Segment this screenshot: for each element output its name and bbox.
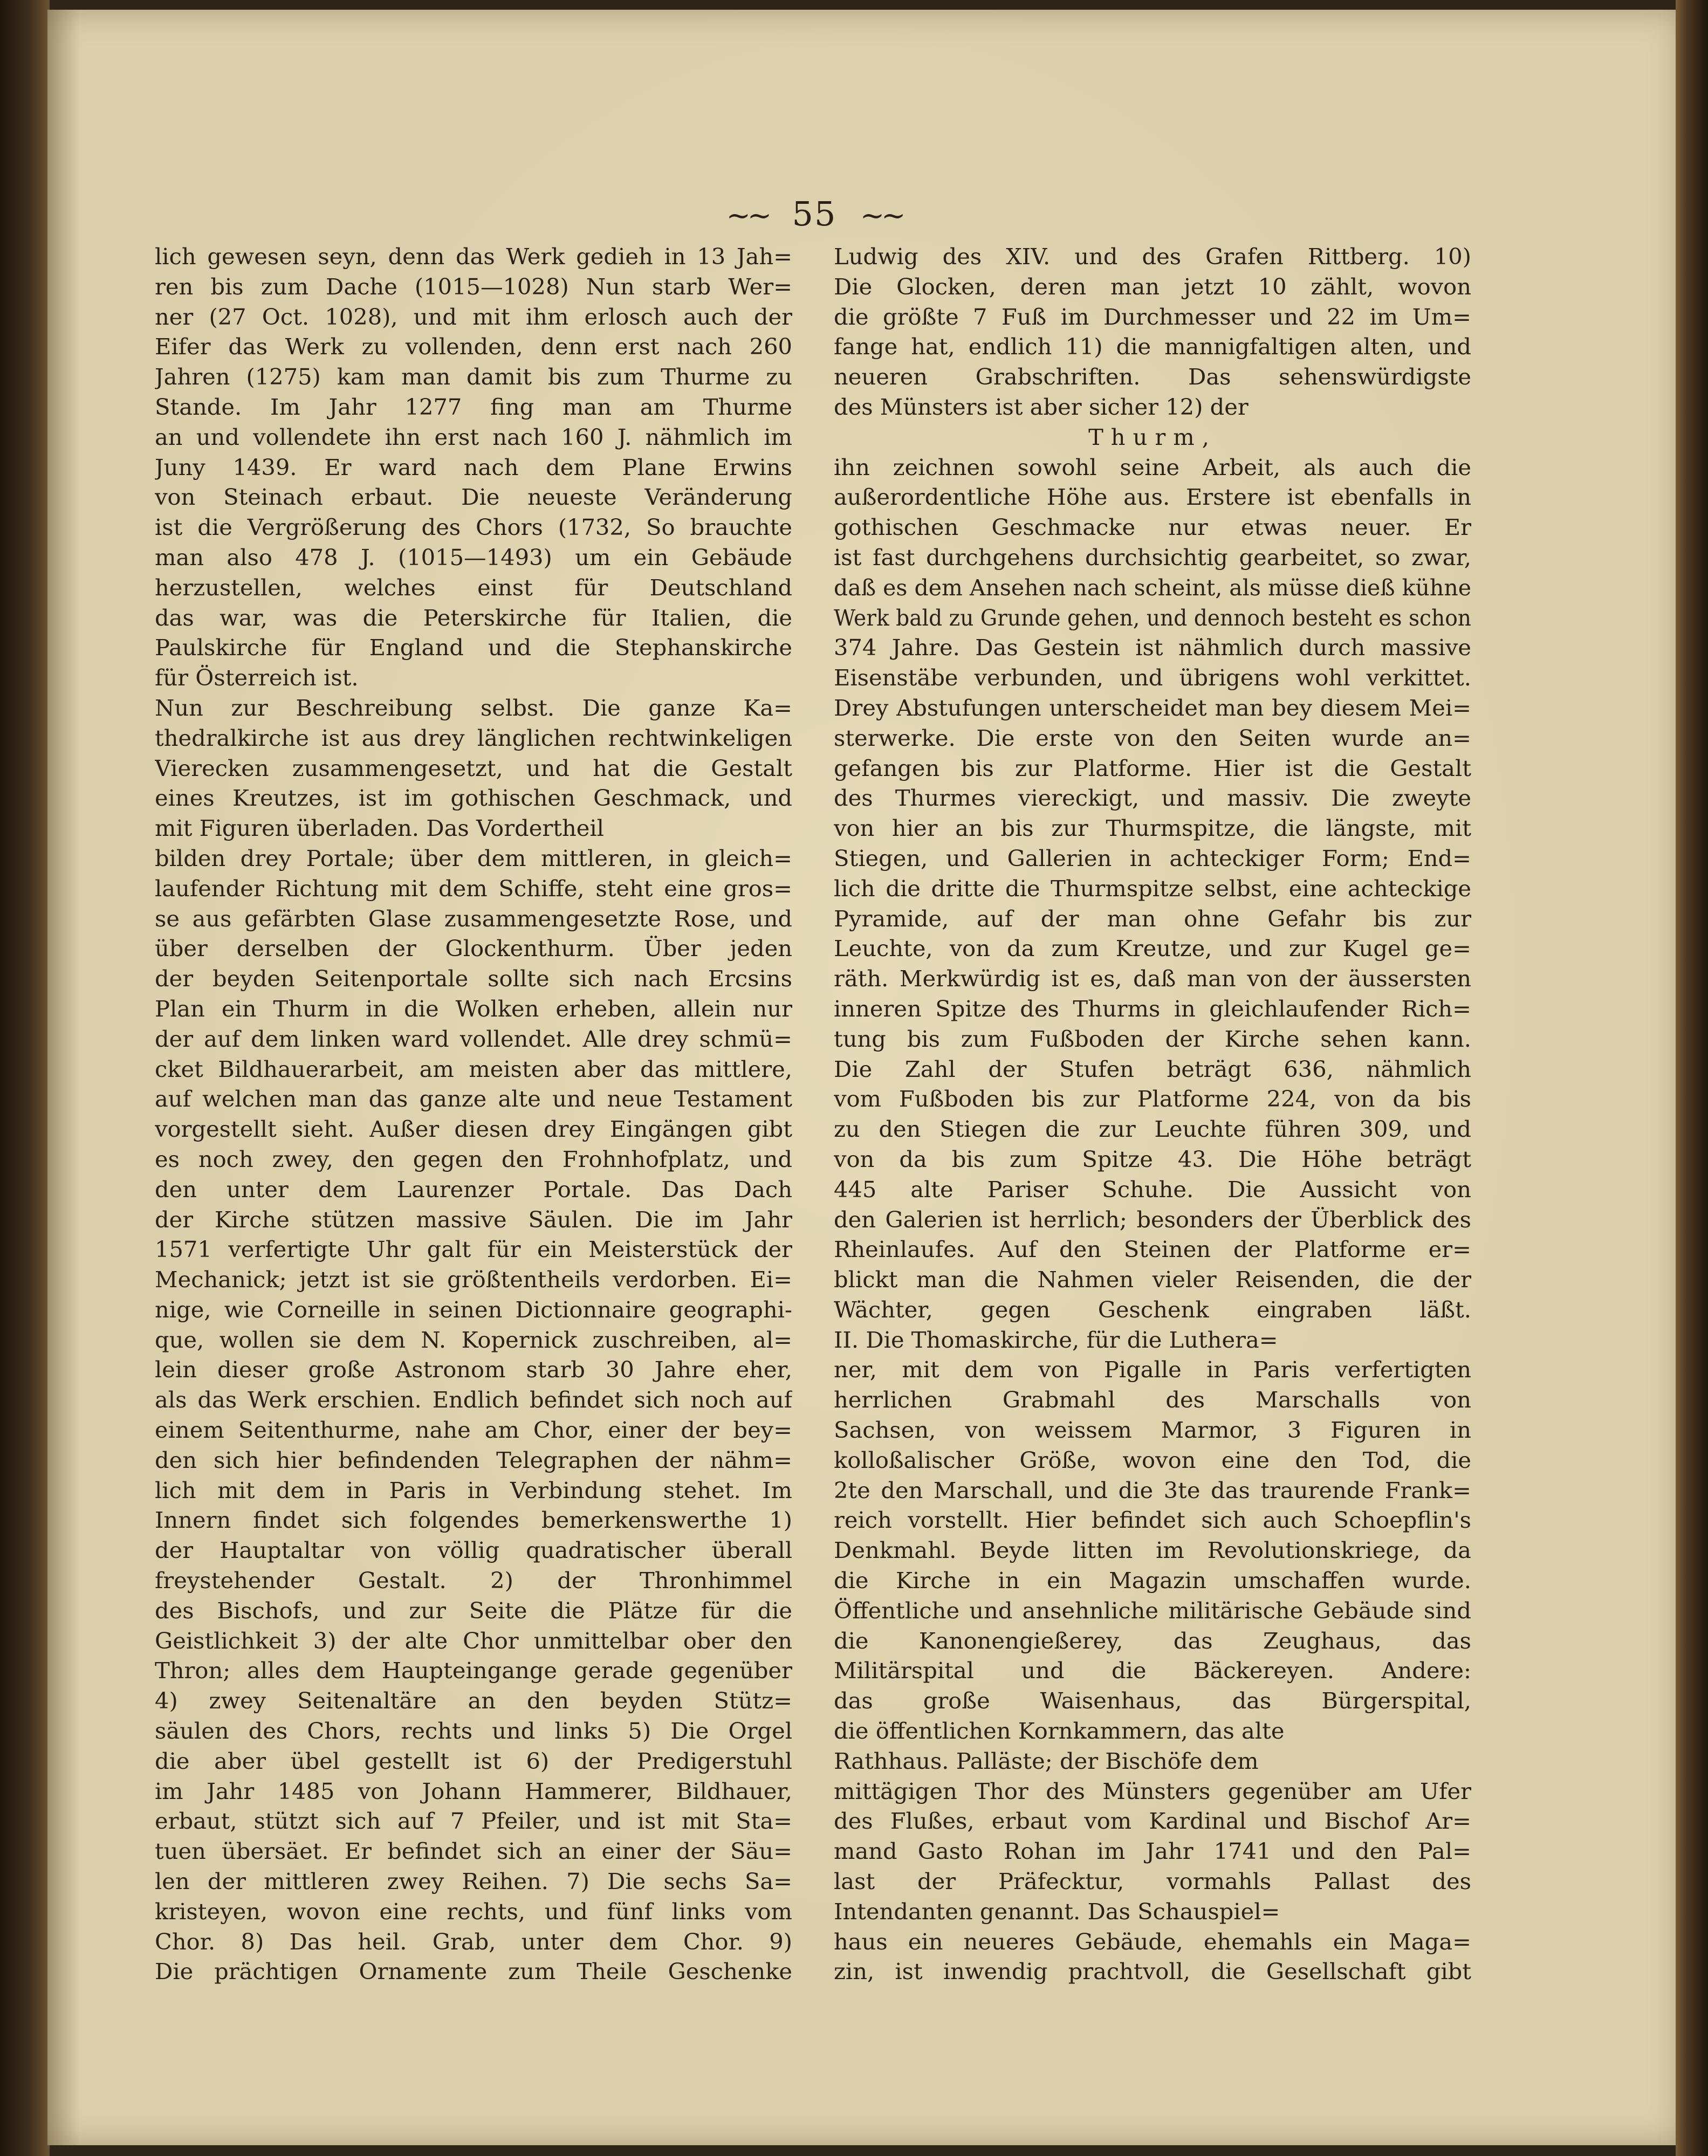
text-line: Wächter, gegen Geschenk eingraben läßt.: [834, 1296, 1471, 1323]
text-line: Innern findet sich folgendes bemerkenswerthe 1): [155, 1507, 792, 1534]
section-heading: Thurm,: [1088, 423, 1217, 450]
text-line: im Jahr 1485 von Johann Hammerer, Bildhauer,: [155, 1777, 792, 1804]
text-line: des Thurmes viereckigt, und massiv. Die zweyte: [834, 785, 1471, 812]
text-line: herzustellen, welches einst für Deutschland: [155, 574, 792, 601]
text-line: das war, was die Peterskirche für Italien, die: [155, 604, 792, 631]
text-line: erbaut, stützt sich auf 7 Pfeiler, und ist mit Sta=: [155, 1808, 792, 1835]
text-line: ren bis zum Dache (1015—1028) Nun starb Wer=: [155, 273, 792, 300]
text-line: que, wollen sie dem N. Kopernick zuschreiben, al=: [155, 1326, 792, 1353]
text-line: Eifer das Werk zu vollenden, denn erst nach 260: [155, 333, 792, 360]
text-line: Öffentliche und ansehnliche militärische Gebäude sind: [834, 1597, 1471, 1624]
text-line: ner (27 Oct. 1028), und mit ihm erlosch auch der: [155, 303, 792, 330]
text-line: neueren Grabschriften. Das sehenswürdigste: [834, 363, 1471, 390]
text-line: von hier an bis zur Thurmspitze, die längste, mit: [834, 815, 1471, 842]
text-line: blickt man die Nahmen vieler Reisenden, die der: [834, 1266, 1471, 1293]
text-line: der auf dem linken ward vollendet. Alle drey schmü=: [155, 1025, 792, 1052]
text-line: vom Fußboden bis zur Platforme 224, von da bis: [834, 1086, 1471, 1113]
text-line: Drey Abstufungen unterscheidet man bey diesem Mei=: [834, 694, 1471, 721]
text-line: Rathhaus. Palläste; der Bischöfe dem: [834, 1747, 1259, 1774]
text-line: Chor. 8) Das heil. Grab, unter dem Chor. 9): [155, 1928, 792, 1955]
text-line: die größte 7 Fuß im Durchmesser und 22 im Um=: [834, 303, 1471, 330]
text-line: Paulskirche für England und die Stephanskirche: [155, 634, 792, 661]
text-line: die Kanonengießerey, das Zeughaus, das: [834, 1627, 1471, 1654]
text-line: 1571 verfertigte Uhr galt für ein Meisterstück der: [155, 1236, 792, 1263]
text-line: Die prächtigen Ornamente zum Theile Geschenke: [155, 1958, 792, 1985]
text-line: Die Glocken, deren man jetzt 10 zählt, wovon: [834, 273, 1471, 300]
text-line: 4) zwey Seitenaltäre an den beyden Stütz=: [155, 1687, 792, 1714]
text-line: lein dieser große Astronom starb 30 Jahre eher,: [155, 1356, 792, 1383]
text-line: bilden drey Portale; über dem mittleren, in gleich=: [155, 844, 792, 871]
text-line: man also 478 J. (1015—1493) um ein Gebäude: [155, 544, 792, 571]
text-line: über derselben der Glockenthurm. Über jeden: [155, 935, 792, 962]
text-line: zu den Stiegen die zur Leuchte führen 309, und: [834, 1116, 1471, 1143]
text-line: Sachsen, von weissem Marmor, 3 Figuren in: [834, 1417, 1471, 1444]
text-line: des Münsters ist aber sicher 12) der: [834, 393, 1249, 420]
text-line: mit Figuren überladen. Das Vordertheil: [155, 815, 604, 842]
text-line: von da bis zum Spitze 43. Die Höhe beträgt: [834, 1145, 1471, 1172]
text-line: daß es dem Ansehen nach scheint, als müsse dieß kühne: [834, 574, 1471, 601]
text-line: gefangen bis zur Platforme. Hier ist die Gestalt: [834, 754, 1471, 781]
text-line: die öffentlichen Kornkammern, das alte: [834, 1718, 1285, 1745]
text-line: den unter dem Laurenzer Portale. Das Dach: [155, 1176, 792, 1203]
header-ornament-left: ~~: [726, 198, 769, 232]
text-line: der Kirche stützen massive Säulen. Die im Jahr: [155, 1206, 792, 1233]
text-line: Mechanick; jetzt ist sie größtentheils verdorben. Ei=: [155, 1266, 792, 1293]
text-line: lich mit dem in Paris in Verbindung stehet. Im: [155, 1477, 792, 1503]
text-line: tung bis zum Fußboden der Kirche sehen kann.: [834, 1025, 1471, 1052]
text-line: laufender Richtung mit dem Schiffe, steht eine gros=: [155, 875, 792, 902]
text-line: zin, ist inwendig prachtvoll, die Gesellschaft gibt: [834, 1958, 1471, 1985]
text-line: Nun zur Beschreibung selbst. Die ganze Ka=: [155, 694, 792, 721]
text-line: für Österreich ist.: [155, 664, 359, 691]
text-line: lich die dritte die Thurmspitze selbst, eine achteckige: [834, 875, 1471, 902]
text-line: der Hauptaltar von völlig quadratischer überall: [155, 1537, 792, 1564]
text-line: ner, mit dem von Pigalle in Paris verfertigten: [834, 1356, 1471, 1383]
text-line: als das Werk erschien. Endlich befindet sich noch auf: [155, 1386, 792, 1413]
text-line: Leuchte, von da zum Kreutze, und zur Kugel ge=: [834, 935, 1471, 962]
text-line: Rheinlaufes. Auf den Steinen der Platforme er=: [834, 1236, 1471, 1263]
text-line: Eisenstäbe verbunden, und übrigens wohl verkittet.: [834, 664, 1471, 691]
text-line: se aus gefärbten Glase zusammengesetzte Rose, und: [155, 905, 792, 932]
page-header: [701, 194, 928, 234]
text-line: last der Präfecktur, vormahls Pallast des: [834, 1868, 1471, 1895]
text-line: außerordentliche Höhe aus. Erstere ist ebenfalls in: [834, 484, 1471, 511]
text-line: der beyden Seitenportale sollte sich nach Ercsins: [155, 965, 792, 992]
text-line: Pyramide, auf der man ohne Gefahr bis zur: [834, 905, 1471, 932]
text-line: Militärspital und die Bäckereyen. Andere:: [834, 1657, 1471, 1684]
text-line: Stande. Im Jahr 1277 fing man am Thurme: [155, 393, 792, 420]
text-line: thedralkirche ist aus drey länglichen rechtwinkeligen: [155, 724, 792, 751]
text-line: das große Waisenhaus, das Bürgerspital,: [834, 1687, 1471, 1714]
text-line: haus ein neueres Gebäude, ehemahls ein Maga=: [834, 1928, 1471, 1955]
text-line: mand Gasto Rohan im Jahr 1741 und den Pal=: [834, 1838, 1471, 1865]
text-line: es noch zwey, den gegen den Frohnhofplatz, und: [155, 1145, 792, 1172]
text-line: mittägigen Thor des Münsters gegenüber am Ufer: [834, 1777, 1471, 1804]
text-line: den Galerien ist herrlich; besonders der Überblick des: [834, 1206, 1471, 1233]
text-line: II. Die Thomaskirche, für die Luthera=: [834, 1326, 1278, 1353]
text-line: räth. Merkwürdig ist es, daß man von der äussersten: [834, 965, 1471, 992]
text-line: nige, wie Corneille in seinen Dictionnaire geographi-: [155, 1296, 792, 1323]
text-line: vorgestellt sieht. Außer diesen drey Eingängen gibt: [155, 1116, 792, 1143]
text-line: Stiegen, und Gallerien in achteckiger Form; End=: [834, 844, 1471, 871]
text-line: des Bischofs, und zur Seite die Plätze für die: [155, 1597, 792, 1624]
text-line: die Kirche in ein Magazin umschaffen wurde.: [834, 1567, 1471, 1594]
text-line: Vierecken zusammengesetzt, und hat die Gestalt: [155, 754, 792, 781]
text-line: von Steinach erbaut. Die neueste Veränderung: [155, 484, 792, 511]
text-line: inneren Spitze des Thurms in gleichlaufender Rich=: [834, 995, 1471, 1022]
text-line: einem Seitenthurme, nahe am Chor, einer der bey=: [155, 1417, 792, 1444]
text-line: gothischen Geschmacke nur etwas neuer. Er: [834, 514, 1471, 541]
binding-edge: [1676, 0, 1708, 2156]
text-line: 2te den Marschall, und die 3te das traurende Frank=: [834, 1477, 1471, 1503]
left-page-edge: [0, 0, 50, 2156]
text-line: 374 Jahre. Das Gestein ist nähmlich durch massive: [834, 634, 1471, 661]
text-line: kolloßalischer Größe, wovon eine den Tod, die: [834, 1446, 1471, 1473]
text-line: Ludwig des XIV. und des Grafen Rittberg. 10): [834, 243, 1471, 270]
text-line: ihn zeichnen sowohl seine Arbeit, als auch die: [834, 454, 1471, 480]
text-line: Intendanten genannt. Das Schauspiel=: [834, 1898, 1280, 1925]
text-line: an und vollendete ihn erst nach 160 J. nähmlich im: [155, 423, 792, 450]
text-line: Denkmahl. Beyde litten im Revolutionskriege, da: [834, 1537, 1471, 1564]
text-line: die aber übel gestellt ist 6) der Predigerstuhl: [155, 1747, 792, 1774]
text-line: säulen des Chors, rechts und links 5) Die Orgel: [155, 1718, 792, 1745]
text-line: 445 alte Pariser Schuhe. Die Aussicht von: [834, 1176, 1471, 1203]
text-line: Juny 1439. Er ward nach dem Plane Erwins: [155, 454, 792, 480]
text-line: des Flußes, erbaut vom Kardinal und Bischof Ar=: [834, 1808, 1471, 1835]
header-ornament-right: ~~: [860, 198, 903, 232]
text-line: ist fast durchgehens durchsichtig gearbeitet, so zwar,: [834, 544, 1471, 571]
text-line: kristeyen, wovon eine rechts, und fünf links vom: [155, 1898, 792, 1925]
text-line: Plan ein Thurm in die Wolken erheben, allein nur: [155, 995, 792, 1022]
text-line: sterwerke. Die erste von den Seiten wurde an=: [834, 724, 1471, 751]
right-text-column: [834, 242, 1471, 1987]
text-line: lich gewesen seyn, denn das Werk gedieh in 13 Jah=: [155, 243, 792, 270]
page-number: 55: [792, 194, 837, 234]
text-line: fange hat, endlich 11) die mannigfaltigen alten, und: [834, 333, 1471, 360]
text-line: Werk bald zu Grunde gehen, und dennoch besteht es schon: [834, 604, 1471, 631]
text-line: len der mittleren zwey Reihen. 7) Die sechs Sa=: [155, 1868, 792, 1895]
text-line: freystehender Gestalt. 2) der Thronhimmel: [155, 1567, 792, 1594]
text-line: den sich hier befindenden Telegraphen der nähm=: [155, 1446, 792, 1473]
text-line: herrlichen Grabmahl des Marschalls von: [834, 1386, 1471, 1413]
text-line: reich vorstellt. Hier befindet sich auch Schoepflin's: [834, 1507, 1471, 1534]
text-line: Thron; alles dem Haupteingange gerade gegenüber: [155, 1657, 792, 1684]
text-line: auf welchen man das ganze alte und neue Testament: [155, 1086, 792, 1113]
text-line: ist die Vergrößerung des Chors (1732, So brauchte: [155, 514, 792, 541]
text-line: Jahren (1275) kam man damit bis zum Thurme zu: [155, 363, 792, 390]
text-line: eines Kreutzes, ist im gothischen Geschmack, und: [155, 785, 792, 812]
text-line: Die Zahl der Stufen beträgt 636, nähmlich: [834, 1055, 1471, 1082]
left-text-column: [155, 242, 792, 1987]
text-line: tuen übersäet. Er befindet sich an einer der Säu=: [155, 1838, 792, 1865]
text-line: cket Bildhauerarbeit, am meisten aber das mittlere,: [155, 1055, 792, 1082]
text-line: Geistlichkeit 3) der alte Chor unmittelbar ober den: [155, 1627, 792, 1654]
